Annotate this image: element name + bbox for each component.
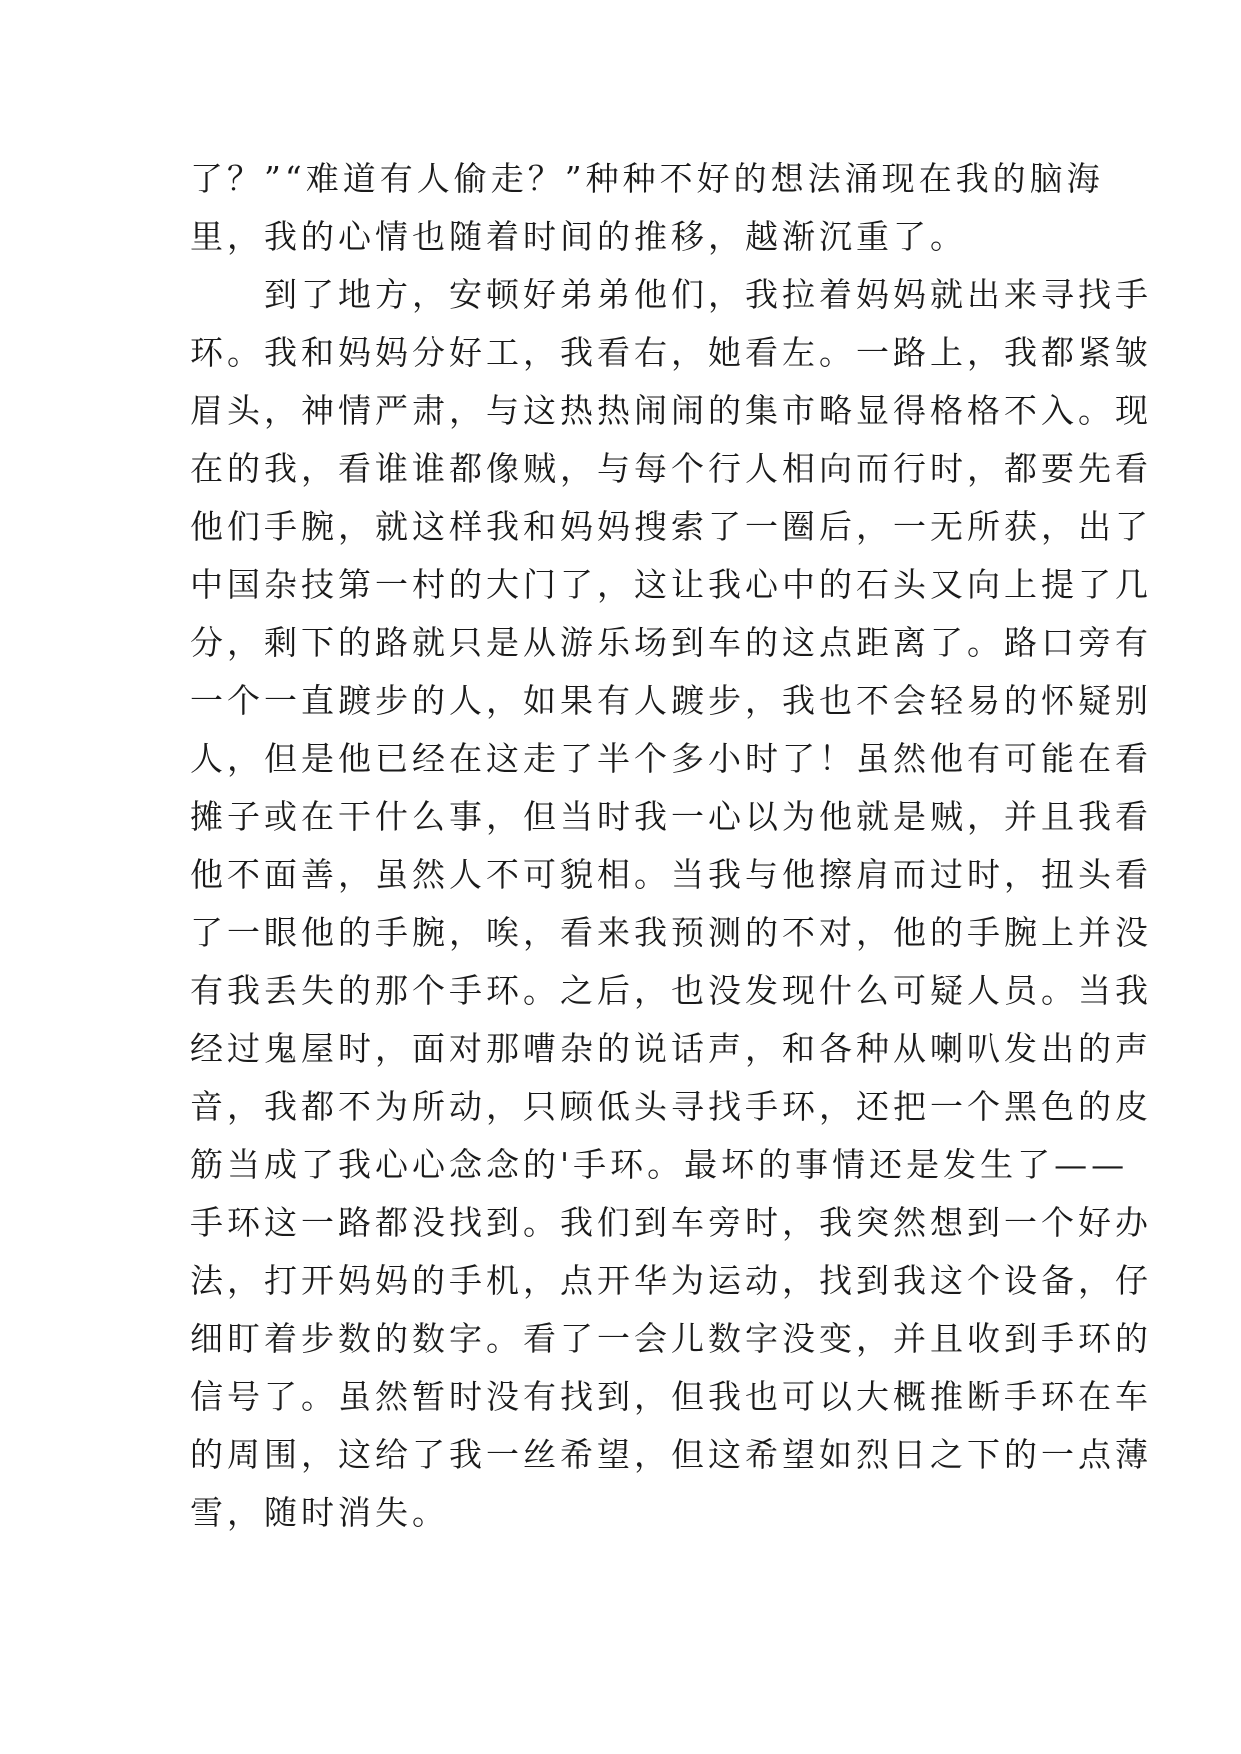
text-line: 摊子或在干什么事，但当时我一心以为他就是贼，并且我看 <box>190 797 1152 836</box>
text-line: 环。我和妈妈分好工，我看右，她看左。一路上，我都紧皱 <box>190 333 1152 372</box>
text-line: 他不面善，虽然人不可貌相。当我与他擦肩而过时，扭头看 <box>190 855 1152 894</box>
text-line: 经过鬼屋时，面对那嘈杂的说话声，和各种从喇叭发出的声 <box>190 1029 1152 1068</box>
text-line: 手环这一路都没找到。我们到车旁时，我突然想到一个好办 <box>190 1203 1152 1242</box>
text-line: 人，但是他已经在这走了半个多小时了！虽然他有可能在看 <box>190 739 1152 778</box>
text-line: 到了地方，安顿好弟弟他们，我拉着妈妈就出来寻找手 <box>190 275 1152 314</box>
text-line: 的周围，这给了我一丝希望，但这希望如烈日之下的一点薄 <box>190 1435 1152 1474</box>
text-line: 法，打开妈妈的手机，点开华为运动，找到我这个设备，仔 <box>190 1261 1152 1300</box>
text-line: 了？”“难道有人偷走？”种种不好的想法涌现在我的脑海 <box>190 159 1104 198</box>
text-line: 在的我，看谁谁都像贼，与每个行人相向而行时，都要先看 <box>190 449 1152 488</box>
text-line: 中国杂技第一村的大门了，这让我心中的石头又向上提了几 <box>190 565 1152 604</box>
text-line: 眉头，神情严肃，与这热热闹闹的集市略显得格格不入。现 <box>190 391 1152 430</box>
text-line: 雪，随时消失。 <box>190 1493 449 1532</box>
text-line: 了一眼他的手腕，唉，看来我预测的不对，他的手腕上并没 <box>190 913 1152 952</box>
text-line: 筋当成了我心心念念的'手环。最坏的事情还是发生了—— <box>190 1145 1129 1184</box>
text-line: 里，我的心情也随着时间的推移，越渐沉重了。 <box>190 217 967 256</box>
text-line: 他们手腕，就这样我和妈妈搜索了一圈后，一无所获，出了 <box>190 507 1152 546</box>
text-line: 信号了。虽然暂时没有找到，但我也可以大概推断手环在车 <box>190 1377 1152 1416</box>
text-line: 分，剩下的路就只是从游乐场到车的这点距离了。路口旁有 <box>190 623 1152 662</box>
text-line: 有我丢失的那个手环。之后，也没发现什么可疑人员。当我 <box>190 971 1152 1010</box>
text-line: 一个一直踱步的人，如果有人踱步，我也不会轻易的怀疑别 <box>190 681 1152 720</box>
text-line: 音，我都不为所动，只顾低头寻找手环，还把一个黑色的皮 <box>190 1087 1152 1126</box>
text-line: 细盯着步数的数字。看了一会儿数字没变，并且收到手环的 <box>190 1319 1152 1358</box>
